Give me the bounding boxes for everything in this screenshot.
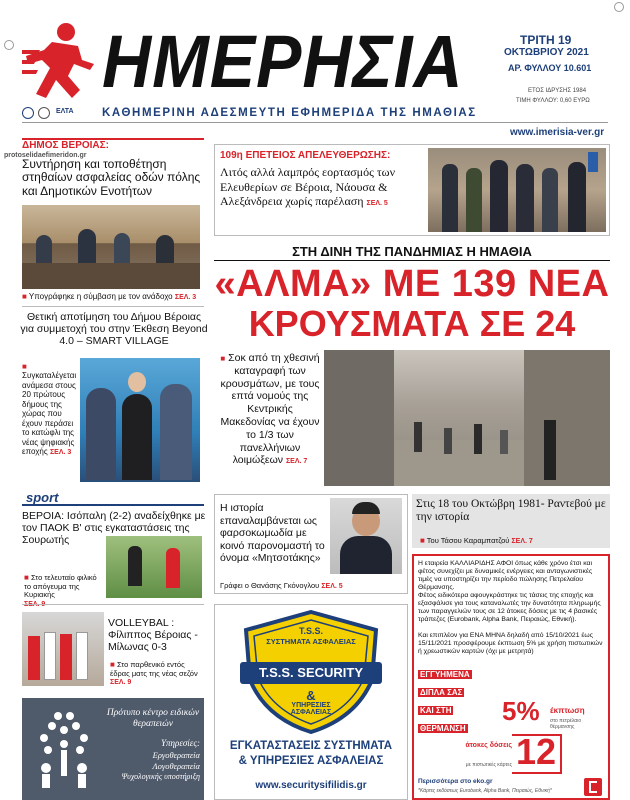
page-corner-mark: [614, 2, 624, 12]
author-photo: [330, 498, 402, 574]
installments-sub: με πιστωτικές κάρτες: [465, 762, 512, 768]
smart-headline: Θετική αποτίμηση του Δήμου Βέροιας για συμμετοχή του στην Έκθεση Beyond 4.0 – SMART VILLAGE: [20, 311, 208, 347]
installments-graphic: [462, 731, 606, 776]
smart-caption: [22, 362, 78, 457]
eko-logo-icon: [584, 778, 602, 796]
security-line2: & ΥΠΗΡΕΣΙΕΣ ΑΣΦΑΛΕΙΑΣ: [238, 755, 384, 767]
runner-logo-icon: [22, 20, 100, 102]
therapy-item: Εργοθεραπεία: [152, 750, 200, 760]
sport-label-text: sport: [26, 490, 59, 505]
smart-caption-text: Συγκαταλέγεται ανάμεσα στους 20 πρώτους δήμους της χώρας που έχουν περάσει το κατώφλι της νέας ψηφιακής εποχής: [22, 371, 77, 456]
badge-low-text: ΥΠΗΡΕΣΙΕΣ ΑΣΦΑΛΕΙΑΣ: [290, 702, 332, 717]
volley-page-ref[interactable]: ΣΕΛ. 9: [110, 679, 132, 687]
anniversary-headline: [220, 165, 416, 209]
volley-caption: [110, 660, 204, 687]
anniversary-page-ref[interactable]: ΣΕΛ. 5: [366, 200, 388, 208]
dimos-kicker: ΔΗΜΟΣ ΒΕΡΟΙΑΣ:: [22, 140, 109, 151]
discount-graphic: [486, 694, 606, 734]
founded-year: ΕΤΟΣ ΙΔΡΥΣΗΣ 1984: [528, 88, 587, 94]
main-page-ref[interactable]: ΣΕΛ. 7: [285, 458, 308, 466]
volleyball-photo: [22, 612, 104, 686]
rendezvous-page-ref[interactable]: ΣΕΛ. 7: [511, 538, 533, 545]
fuel-footer-link[interactable]: Περισσότερα στο eko.gr: [418, 778, 493, 785]
history-byline-text: Γράφει ο Θανάσης Γκόνογλου: [220, 581, 320, 590]
meeting-photo: [22, 205, 200, 289]
issue-price: ΤΙΜΗ ΦΥΛΛΟΥ: 0,60 ΕΥΡΩ: [516, 98, 590, 104]
fuel-tag: ΘΕΡΜΑΝΣΗ: [420, 724, 466, 733]
history-headline: Η ιστορία επαναλαμβάνεται ως φαρσοκωμωδία με κοινό παρονομαστή το όνομα «Μητσοτάκης»: [220, 502, 325, 565]
discount-label: έκπτωση: [550, 706, 585, 715]
history-byline: [220, 581, 410, 590]
expo-photo: [80, 358, 200, 482]
football-photo: [106, 536, 202, 598]
main-body: [220, 352, 320, 467]
dimos-caption-text: Υπογράφηκε η σύμβαση με τον ανάδοχο: [28, 292, 173, 301]
badge-top-text: T.S.S.: [298, 626, 323, 636]
volley-headline: VOLLEYBAL : Φίλιππος Βέροιας - Μίλωνας 0-3: [108, 617, 198, 653]
fuel-ad-p1: Η εταιρεία ΚΑΛΛΙΑΡΙΔΗΣ ΑΦΟΙ όπως κάθε χρόνο έτσι και φέτος συνεχίζει με δυναμικές ενέργειες και ανταγωνιστικές τιμές να υποστηρίζει την περίοδο πώλησης Πετρελαίου Θέρμανσης.: [418, 560, 593, 592]
issue-date: ΟΚΤΩΒΡΙΟΥ 2021: [504, 47, 589, 58]
fuel-footer-note: *Κάρτες εκδόσεως Eurobank, Alpha Bank, Πειραιώς, Εθνική*: [418, 788, 552, 794]
fuel-tag: ΔΙΠΛΑ ΣΑΣ: [420, 688, 463, 697]
rendezvous-byline: [420, 536, 608, 545]
main-headline-line2: ΚΡΟΥΣΜΑΤΑ ΣΕ 24: [248, 303, 576, 344]
security-line1: ΕΓΚΑΤΑΣΤΑΣΕΙΣ ΣΥΣΤΗΜΑΤΑ: [229, 740, 393, 752]
rendezvous-byline-text: Του Τάσου Καραμπατζού: [426, 536, 510, 545]
masthead-rule: [22, 122, 608, 123]
main-body-text: Σοκ από τη χθεσινή καταγραφή των κρουσμάτων, με τους επτά νομούς της Κεντρικής Μακεδονίας να έχουν το 1/3 των πανελλήνιων λοιμώξεων: [220, 352, 320, 467]
dimos-page-ref[interactable]: ΣΕΛ. 3: [174, 294, 197, 301]
fuel-tag: ΕΓΓΥΗΜΕΝΑ: [420, 670, 470, 679]
watermark-text: protoselidaefimeridon.gr: [4, 152, 87, 159]
parade-photo: [428, 148, 606, 232]
red-frame: [512, 731, 562, 774]
veroia-headline: ΒΕΡΟΙΑ: Ισόπαλη (2-2) αναδείχθηκε με τον ΠΑΟΚ Β' στις εγκαταστάσεις της Σουρωτής: [22, 510, 206, 546]
anniversary-headline-text: Λιτός αλλά λαμπρός εορτασμός των Ελευθερίων σε Βέροια, Νάουσα & Αλεξάνδρεια χωρίς παρέλαση: [220, 165, 395, 209]
kicker-rule: [214, 260, 610, 261]
discount-sub: στο πετρέλαιο θέρμανσης: [550, 718, 582, 730]
page-corner-mark: [4, 40, 14, 50]
sport-label: [22, 492, 204, 506]
fuel-ad-p3: Και επιπλέον για ΕΝΑ ΜΗΝΑ δηλαδή από 15/10/2021 έως 15/11/2021 προσφέρουμε έκπτωση 5% με χρήση πιστωτικών ή χρεωστικών καρτών (όχι με μετρητά): [418, 632, 603, 656]
security-brand: T.S.S. SECURITY: [258, 665, 364, 680]
website-link[interactable]: www.imerisia-ver.gr: [510, 127, 605, 138]
main-headline-line1: «ΑΛΜΑ» ΜΕ 139 ΝΕΑ: [214, 263, 610, 305]
masthead-title: ΗΜΕΡΗΣΙΑ: [102, 20, 464, 103]
rendezvous-headline: Στις 18 του Οκτώβρη 1981- Ραντεβού με την ιστορία: [416, 498, 606, 523]
smart-page-ref[interactable]: ΣΕΛ. 3: [49, 448, 72, 456]
installments-label: άτοκες δόσεις: [465, 742, 512, 749]
veroia-caption-text: Στο τελευταίο φιλικό το απόγευμα της Κυριακής: [24, 573, 97, 600]
installments-number: 12: [516, 731, 557, 772]
dimos-caption: [22, 292, 208, 301]
history-page-ref[interactable]: ΣΕΛ. 5: [321, 583, 343, 590]
issue-number: ΑΡ. ΦΥΛΛΟΥ 10.601: [508, 63, 592, 73]
discount-percent: 5%: [502, 696, 540, 726]
main-kicker: ΣΤΗ ΔΙΝΗ ΤΗΣ ΠΑΝΔΗΜΙΑΣ Η ΗΜΑΘΙΑ: [292, 244, 532, 259]
issue-day: ΤΡΙΤΗ 19: [520, 33, 572, 47]
therapy-item: Ψυχολογικής υποστήριξη: [121, 772, 200, 781]
therapy-ad: [22, 698, 204, 800]
anniversary-kicker: 109η ΕΠΕΤΕΙΟΣ ΑΠΕΛΕΥΘΕΡΩΣΗΣ:: [220, 150, 391, 161]
seal-icon: [38, 107, 50, 119]
therapy-item: Λογοθεραπεία: [152, 761, 200, 771]
elta-badge: ΕΛΤΑ: [56, 108, 74, 115]
dimos-headline: Συντήρηση και τοποθέτηση στηθαίων ασφαλείας οδών πόλης και Δημοτικών Ενοτήτων: [22, 157, 201, 198]
section-rule: [22, 306, 204, 307]
fuel-ad-p2: Φέτος ειδικότερα αφουγκράστηκε τις τάσεις της εποχής και εξασφάλισε για τους καταναλωτές την δυνατότητα πληρωμής των παραγγελιών τους σε 12 άτοκες δόσεις με τις 4 βασικές τράπεζες (Eurobank, Alpha Bank, Πειραιώς, Εθνική).: [418, 592, 601, 624]
therapy-title: Πρότυπο κέντρο ειδικών θεραπειών: [106, 708, 200, 729]
street-photo: [324, 350, 610, 486]
masthead-subtitle: ΚΑΘΗΜΕΡΙΝΗ ΑΔΕΣΜΕΥΤΗ ΕΦΗΜΕΡΙΔΑ ΤΗΣ ΗΜΑΘΙΑΣ: [102, 107, 477, 119]
therapy-label: Υπηρεσίες:: [161, 738, 200, 748]
partner-logos: [22, 106, 92, 120]
globe-icon: [22, 107, 34, 119]
security-url[interactable]: www.securitysifilidis.gr: [255, 780, 367, 791]
tree-icon: [28, 706, 100, 792]
fuel-tag-block: [418, 664, 488, 733]
badge-bottom-text: &: [306, 688, 316, 703]
volley-caption-text: Στο παρθενικό εντός έδρας ματς της νέας σεζόν: [110, 660, 198, 678]
security-badge: [236, 610, 386, 734]
fuel-tag: ΚΑΙ ΣΤΗ: [420, 706, 452, 715]
badge-mid-text: ΣΥΣΤΗΜΑΤΑ ΑΣΦΑΛΕΙΑΣ: [266, 637, 356, 646]
section-rule: [22, 604, 204, 605]
